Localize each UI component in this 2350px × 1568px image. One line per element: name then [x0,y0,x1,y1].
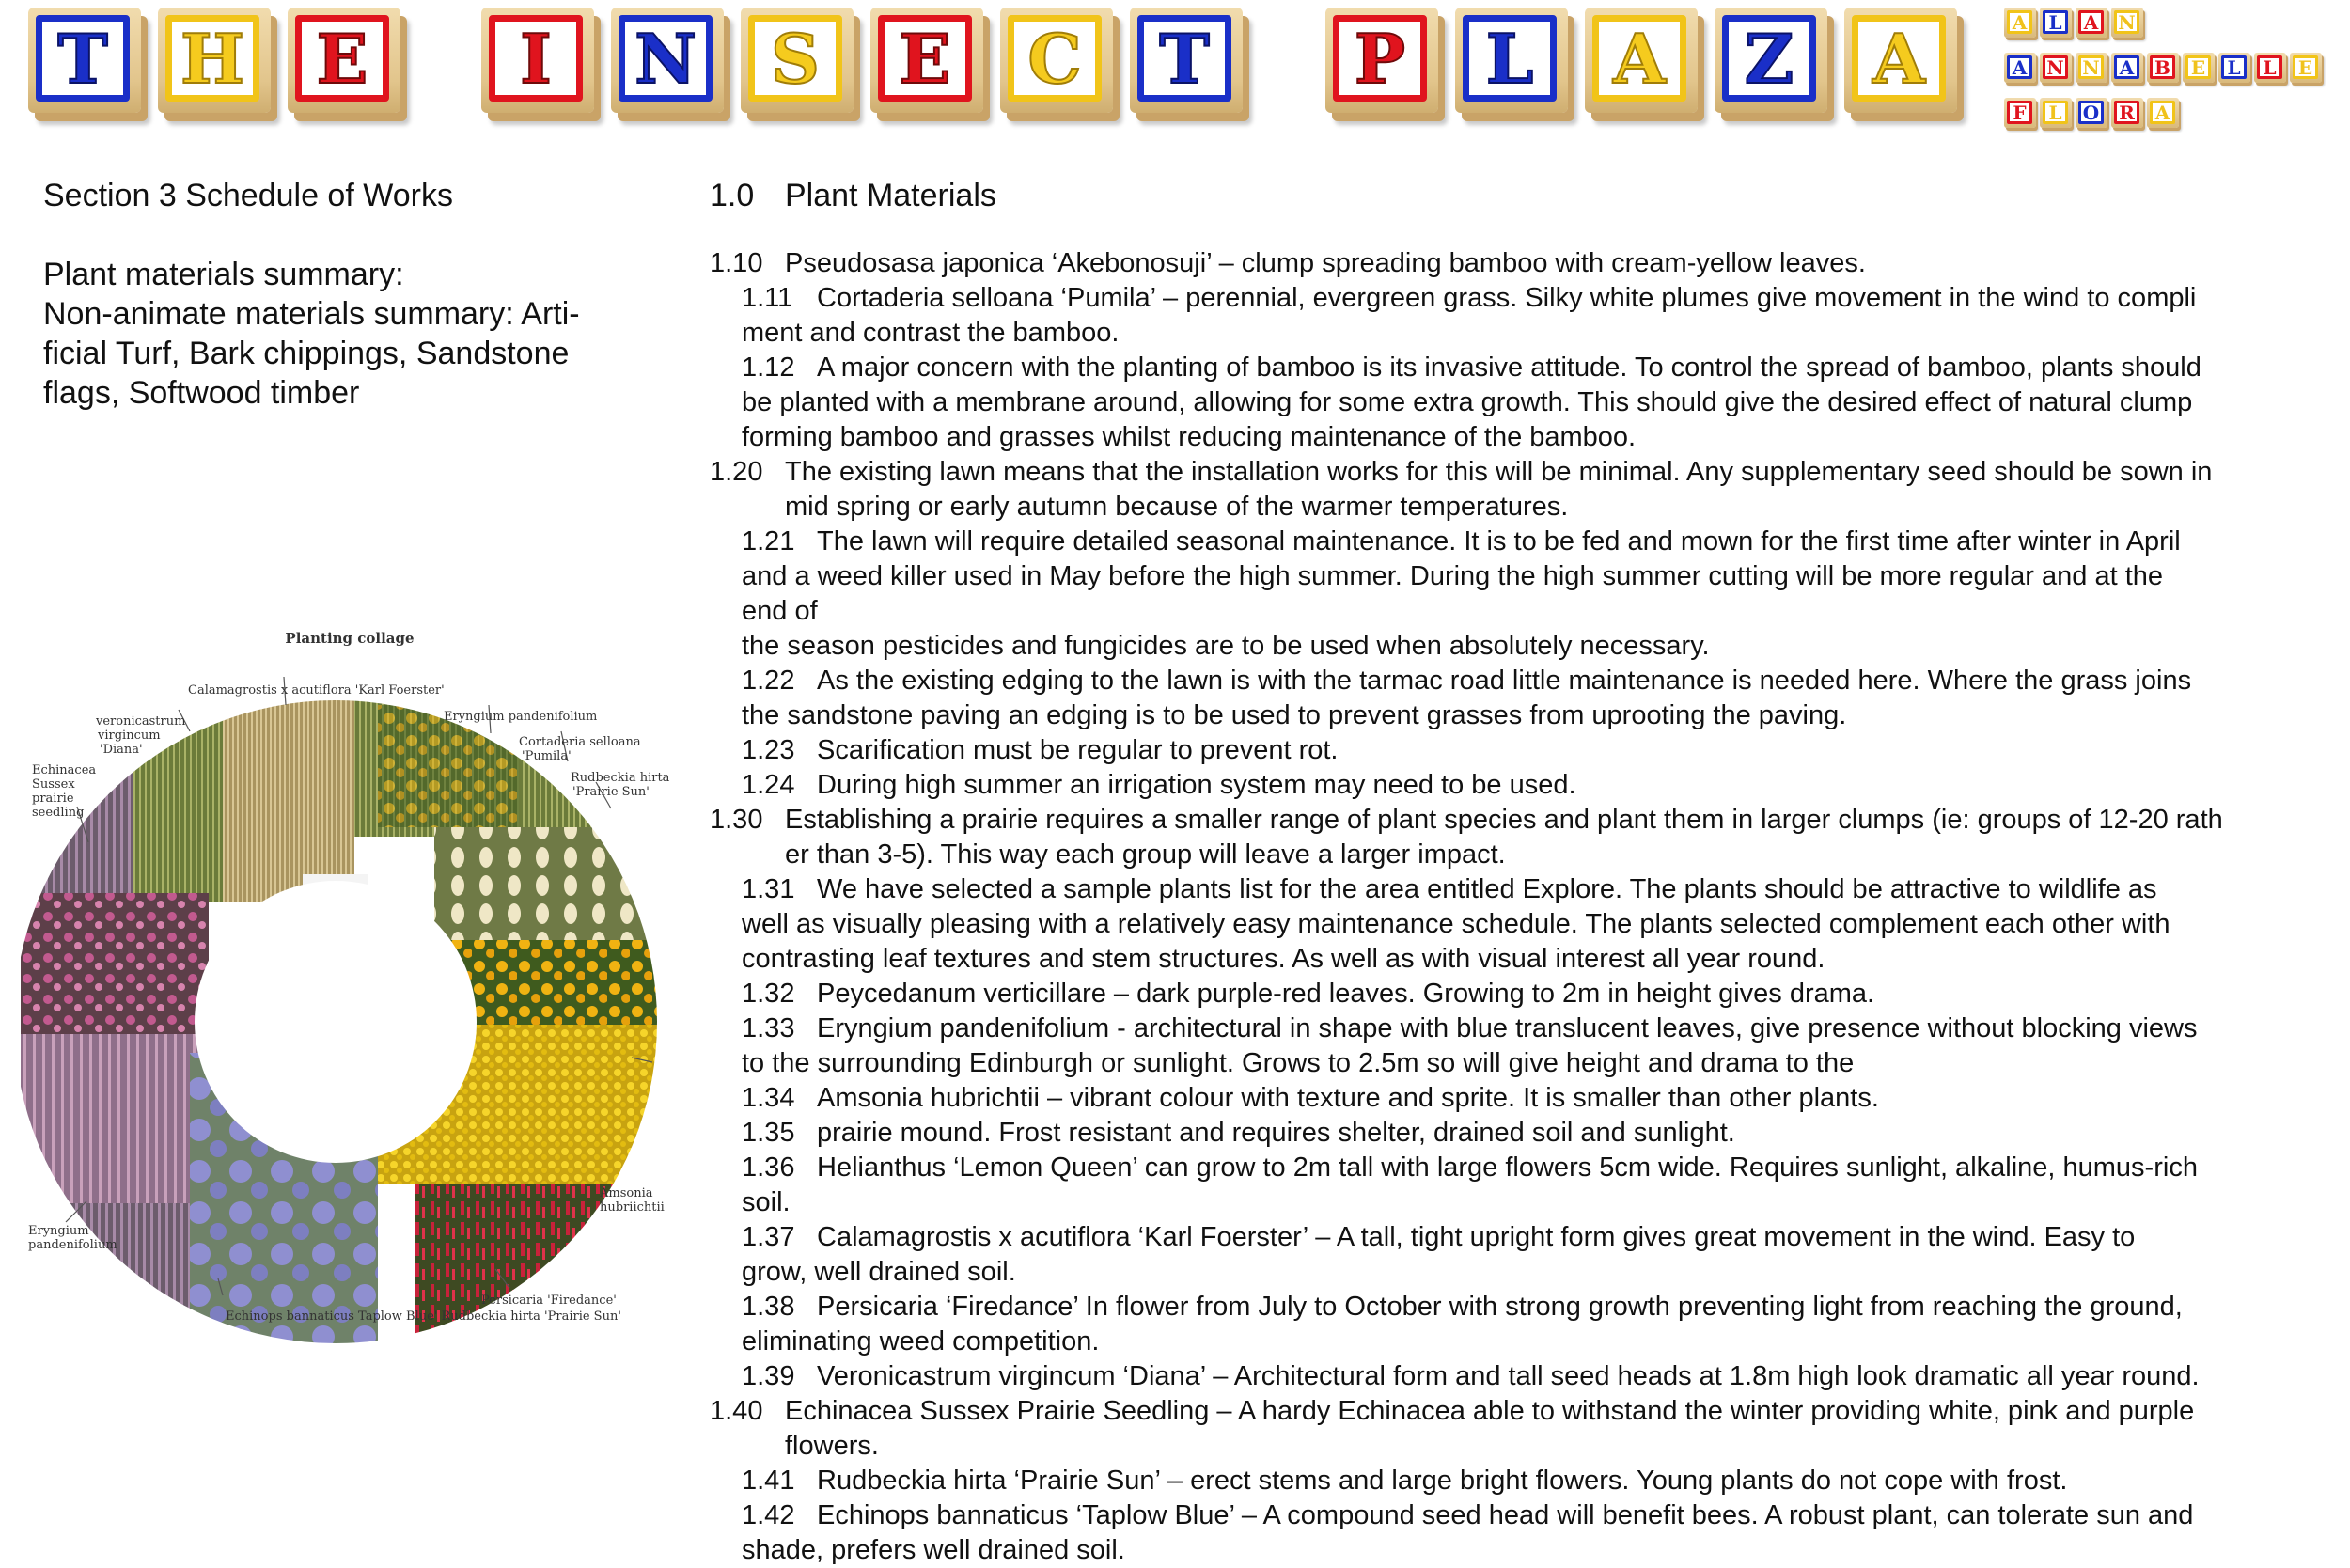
item-text-line: Rudbeckia hirta ‘Prairie Sun’ – erect stems and large bright flowers. Young plants do not cope with frost. [817,1466,2068,1496]
item-number: 1.41 [742,1466,795,1496]
materials-summary [43,255,645,413]
doc-title-text: Plant Materials [785,178,996,213]
summary-line: flags, Softwood timber [43,375,360,411]
list-item [710,664,2326,733]
item-text [817,1081,2326,1116]
item-text [817,733,2326,768]
letter-block-face [748,15,842,102]
name-letter-face [2007,55,2032,79]
item-text-line: As the existing edging to the lawn is with the tarmac road little maintenance is needed here. Where the grass joins [817,666,2192,696]
list-item [710,1220,2326,1290]
name-letter-face [2114,101,2139,124]
letter-block-face [1592,15,1686,102]
item-text-line: shade, prefers well drained soil. [742,1535,1125,1565]
section-heading: Section 3 Schedule of Works [43,178,453,213]
item-text-line: soil. [742,1187,791,1217]
block-letter: E [316,18,368,99]
letter-block [481,8,594,113]
collage-label: pandenifolium [28,1238,118,1252]
item-text-line: flowers. [785,1431,879,1461]
item-text-line: Cortaderia selloana ‘Pumila’ – perennial, evergreen grass. Silky white plumes give movement in the wind to compli [817,283,2197,313]
item-number: 1.36 [742,1152,795,1183]
list-item [710,525,2326,664]
letter-block-face [489,15,583,102]
collage-label: 'Pumila' [522,749,572,763]
item-text-line: During high summer an irrigation system may need to be used. [817,770,1576,800]
collage-label: 'Diana' [100,743,143,757]
plant-materials-list [710,246,2326,1568]
name-letter-block [2040,98,2072,128]
summary-line: Non-animate materials summary: Arti- [43,296,580,332]
letter-block [870,8,983,113]
block-letter: E [899,18,951,99]
name-letter-block [2040,53,2072,83]
block-letter: L [1485,18,1534,99]
item-number: 1.32 [742,979,795,1009]
name-letter: N [2118,10,2136,34]
item-text-line: Eryngium pandenifolium - architectural in shape with blue translucent leaves, give presence without blocking views [817,1013,2198,1043]
item-number: 1.34 [742,1083,795,1113]
name-letter: A [2119,55,2135,79]
list-item [710,977,2326,1011]
name-letter-face [2114,10,2139,34]
letter-block [288,8,400,113]
item-number: 1.22 [742,666,795,696]
item-number: 1.35 [742,1118,795,1148]
collage-label: veronicastrum [96,714,186,729]
item-text-line: the sandstone paving an edging is to be used to prevent grasses from uprooting the paving. [742,700,1847,730]
collage-label: Calamagrostis x acutiflora 'Karl Foerster' [188,683,445,698]
item-number: 1.33 [742,1013,795,1043]
name-letter: N [2082,55,2100,79]
item-number: 1.12 [742,353,795,383]
list-item [710,1498,2326,1568]
name-letter-block [2040,8,2072,38]
name-letter: E [2297,55,2313,79]
item-text-line: Calamagrostis x acutiflora ‘Karl Foerster’ – A tall, tight upright form gives great movement in the wind. Easy to [817,1222,2136,1252]
item-text-line: be planted with a membrane around, allowing for some extra growth. This should give the desired effect of natural clump [742,387,2193,417]
name-letter-block [2183,53,2215,83]
block-letter: N [634,18,697,99]
letter-block-face [1008,15,1102,102]
list-item [710,1394,2326,1464]
name-letter: A [2012,10,2028,34]
collage-label: virgincum [98,729,161,743]
collage-label: 'Prairie Sun' [572,785,650,799]
item-text-line: eliminating weed competition. [742,1326,1100,1356]
item-text [817,768,2326,803]
block-letter: Z [1744,18,1794,99]
list-item [710,1359,2326,1394]
list-item [710,351,2326,455]
letter-block [1844,8,1957,113]
letter-block [28,8,141,113]
collage-label: Persicaria 'Firedance' [481,1294,617,1308]
block-letter: T [57,18,108,99]
list-item [710,1151,2326,1220]
block-letter: A [1872,18,1925,99]
item-text-line: well as visually pleasing with a relatively easy maintenance schedule. The plants selected complement each other with [742,909,2170,939]
block-letter: H [180,18,245,99]
name-letter: L [2263,55,2277,79]
name-letter-face [2007,101,2032,124]
item-text-line: A major concern with the planting of bamboo is its invasive attitude. To control the spread of bamboo, plants should [817,353,2201,383]
name-letter-block [2111,53,2143,83]
name-letter-block [2147,98,2179,128]
name-letter-face [2114,55,2139,79]
list-item [710,768,2326,803]
name-letter: L [2048,10,2062,34]
item-text [817,977,2326,1011]
name-letter-block [2004,8,2036,38]
name-letter-block [2254,53,2286,83]
collage-label: Echinops bannaticus Taplow Blue' Rudbeckia hirta 'Prairie Sun' [226,1309,621,1324]
letter-block-face [1463,15,1557,102]
summary-line: ficial Turf, Bark chippings, Sandstone [43,336,570,371]
name-letter-face [2221,55,2247,79]
item-number: 1.20 [710,457,763,487]
letter-block [1325,8,1438,113]
item-text-line: The existing lawn means that the installation works for this will be minimal. Any supplementary seed should be sown in [785,457,2213,487]
item-number: 1.42 [742,1500,795,1530]
name-letter-face [2043,10,2068,34]
letter-block-face [295,15,389,102]
collage-label: seedling [32,806,85,820]
name-letter: B [2154,55,2170,79]
letter-block-face [1852,15,1946,102]
letter-block-face [1333,15,1427,102]
block-letter: A [1613,18,1666,99]
item-text-line: Veronicastrum virgincum ‘Diana’ – Architectural form and tall seed heads at 1.8m high look dramatic all year round. [817,1361,2200,1391]
item-text-line: Amsonia hubrichtii – vibrant colour with texture and sprite. It is smaller than other plants. [817,1083,1879,1113]
block-letter: T [1159,18,1210,99]
doc-title-number: 1.0 [710,178,755,213]
name-letter: E [2190,55,2206,79]
collage-label: Amsonia [600,1186,653,1200]
collage-title: Planting collage [285,630,415,647]
collage-label: Eryngium pandenifolium [444,710,598,724]
name-letter-face [2043,55,2068,79]
item-text-line: Scarification must be regular to prevent rot. [817,735,1339,765]
item-number: 1.23 [742,735,795,765]
list-item [710,1464,2326,1498]
item-text-line: Pseudosasa japonica ‘Akebonosuji’ – clump spreading bamboo with cream-yellow leaves. [785,248,1866,278]
name-letter: O [2082,101,2100,124]
item-text [785,1394,2326,1464]
item-text-line: to the surrounding Edinburgh or sunlight. Grows to 2.5m so will give height and drama to the [742,1048,1855,1078]
item-number: 1.21 [742,526,795,557]
name-letter: A [2012,55,2028,79]
name-letter-block [2004,98,2036,128]
list-item [710,1116,2326,1151]
letter-block-face [1137,15,1231,102]
item-text-line: and a weed killer used in May before the high summer. During the high summer cutting will be more regular and at the [742,561,2164,591]
name-letter-face [2150,101,2175,124]
name-letter-block [2111,98,2143,128]
collage-label: Rudbeckia hirta [571,771,670,785]
name-letter-block [2004,53,2036,83]
item-text-line: er than 3-5). This way each group will leave a larger impact. [785,839,1506,870]
name-letter-face [2078,10,2104,34]
item-text-line: mid spring or early autumn because of the warmer temperatures. [785,492,1569,522]
name-letter-block [2076,8,2107,38]
letter-block [1455,8,1568,113]
name-letter-face [2043,101,2068,124]
letter-block-face [619,15,713,102]
collage-label: prairie [32,792,74,806]
name-letter-face [2257,55,2282,79]
name-letter-block [2218,53,2250,83]
list-item [710,1290,2326,1359]
item-number: 1.38 [742,1292,795,1322]
item-number: 1.24 [742,770,795,800]
collage-label: Echinacea [32,763,97,777]
list-item [710,246,2326,281]
collage-label: Cortaderia selloana [519,735,641,749]
collage-label: Eryngium [28,1224,89,1238]
name-letter: L [2048,101,2062,124]
planting-collage [21,620,679,1354]
item-text-line: Establishing a prairie requires a smaller range of plant species and plant them in larger clumps (ie: groups of 12-20 rath [785,805,2223,835]
item-number: 1.39 [742,1361,795,1391]
item-text-line: forming bamboo and grasses whilst reducing maintenance of the bamboo. [742,422,1637,452]
letter-block [611,8,724,113]
item-text [785,803,2326,872]
letter-block-face [878,15,972,102]
block-letter: S [771,18,820,99]
block-letter: P [1354,18,1406,99]
name-letter-block [2147,53,2179,83]
item-number: 1.31 [742,874,795,904]
name-letter: N [2046,55,2064,79]
name-letter: A [2154,101,2170,124]
list-item [710,872,2326,977]
item-text [785,455,2326,525]
title-blocks [0,0,2350,141]
list-item [710,733,2326,768]
item-text-line: grow, well drained soil. [742,1257,1016,1287]
name-letter-face [2078,101,2104,124]
name-letter: R [2119,101,2135,124]
letter-block [1585,8,1698,113]
block-letter: C [1027,18,1082,99]
name-letter-block [2111,8,2143,38]
item-text-line: Peycedanum verticillare – dark purple-red leaves. Growing to 2m in height gives drama. [817,979,1875,1009]
item-text-line: Helianthus ‘Lemon Queen’ can grow to 2m tall with large flowers 5cm wide. Requires sunlight, alkaline, humus-rich [817,1152,2198,1183]
list-item [710,455,2326,525]
letter-block [158,8,271,113]
item-number: 1.11 [742,283,793,313]
item-number: 1.10 [710,248,763,278]
collage-label: hubriichtii [600,1200,665,1215]
item-number: 1.37 [742,1222,795,1252]
item-text-line: Echinops bannaticus ‘Taplow Blue’ – A compound seed head will benefit bees. A robust plant, can tolerate sun and [817,1500,2194,1530]
list-item [710,281,2326,351]
item-text [785,246,2326,281]
name-letter-block [2290,53,2322,83]
item-text-line: the season pesticides and fungicides are to be used when absolutely necessary. [742,631,1710,661]
item-text [817,1464,2326,1498]
list-item [710,1011,2326,1081]
letter-block [1000,8,1113,113]
letter-block [1715,8,1827,113]
name-letter-face [2293,55,2318,79]
doc-title [710,176,996,215]
list-item [710,1081,2326,1116]
name-letter-face [2186,55,2211,79]
item-text-line: end of [742,596,818,626]
item-text [817,1116,2326,1151]
item-text-line: We have selected a sample plants list for the area entitled Explore. The plants should be attractive to wildlife as [817,874,2157,904]
name-letter: A [2083,10,2099,34]
item-text [817,1359,2326,1394]
name-letter-face [2078,55,2104,79]
summary-line: Plant materials summary: [43,257,404,292]
collage-label: Sussex [32,777,75,792]
list-item [710,803,2326,872]
name-letter-block [2076,53,2107,83]
name-letter-face [2007,10,2032,34]
block-letter: I [520,18,552,99]
item-text-line: ment and contrast the bamboo. [742,318,1120,348]
letter-block [741,8,854,113]
name-letter: L [2227,55,2241,79]
item-number: 1.40 [710,1396,763,1426]
item-text-line: Echinacea Sussex Prairie Seedling – A hardy Echinacea able to withstand the winter providing white, pink and purple [785,1396,2195,1426]
name-letter: F [2013,101,2027,124]
item-text-line: The lawn will require detailed seasonal maintenance. It is to be fed and mown for the first time after winter in April [817,526,2181,557]
name-letter-block [2076,98,2107,128]
name-letter-face [2150,55,2175,79]
letter-block-face [165,15,259,102]
letter-block [1130,8,1243,113]
item-text-line: Persicaria ‘Firedance’ In flower from July to October with strong growth preventing light from reaching the ground, [817,1292,2183,1322]
item-text-line: prairie mound. Frost resistant and requires shelter, drained soil and sunlight. [817,1118,1735,1148]
letter-block-face [36,15,130,102]
item-text-line: contrasting leaf textures and stem structures. As well as with visual interest all year round. [742,944,1825,974]
letter-block-face [1722,15,1816,102]
item-number: 1.30 [710,805,763,835]
